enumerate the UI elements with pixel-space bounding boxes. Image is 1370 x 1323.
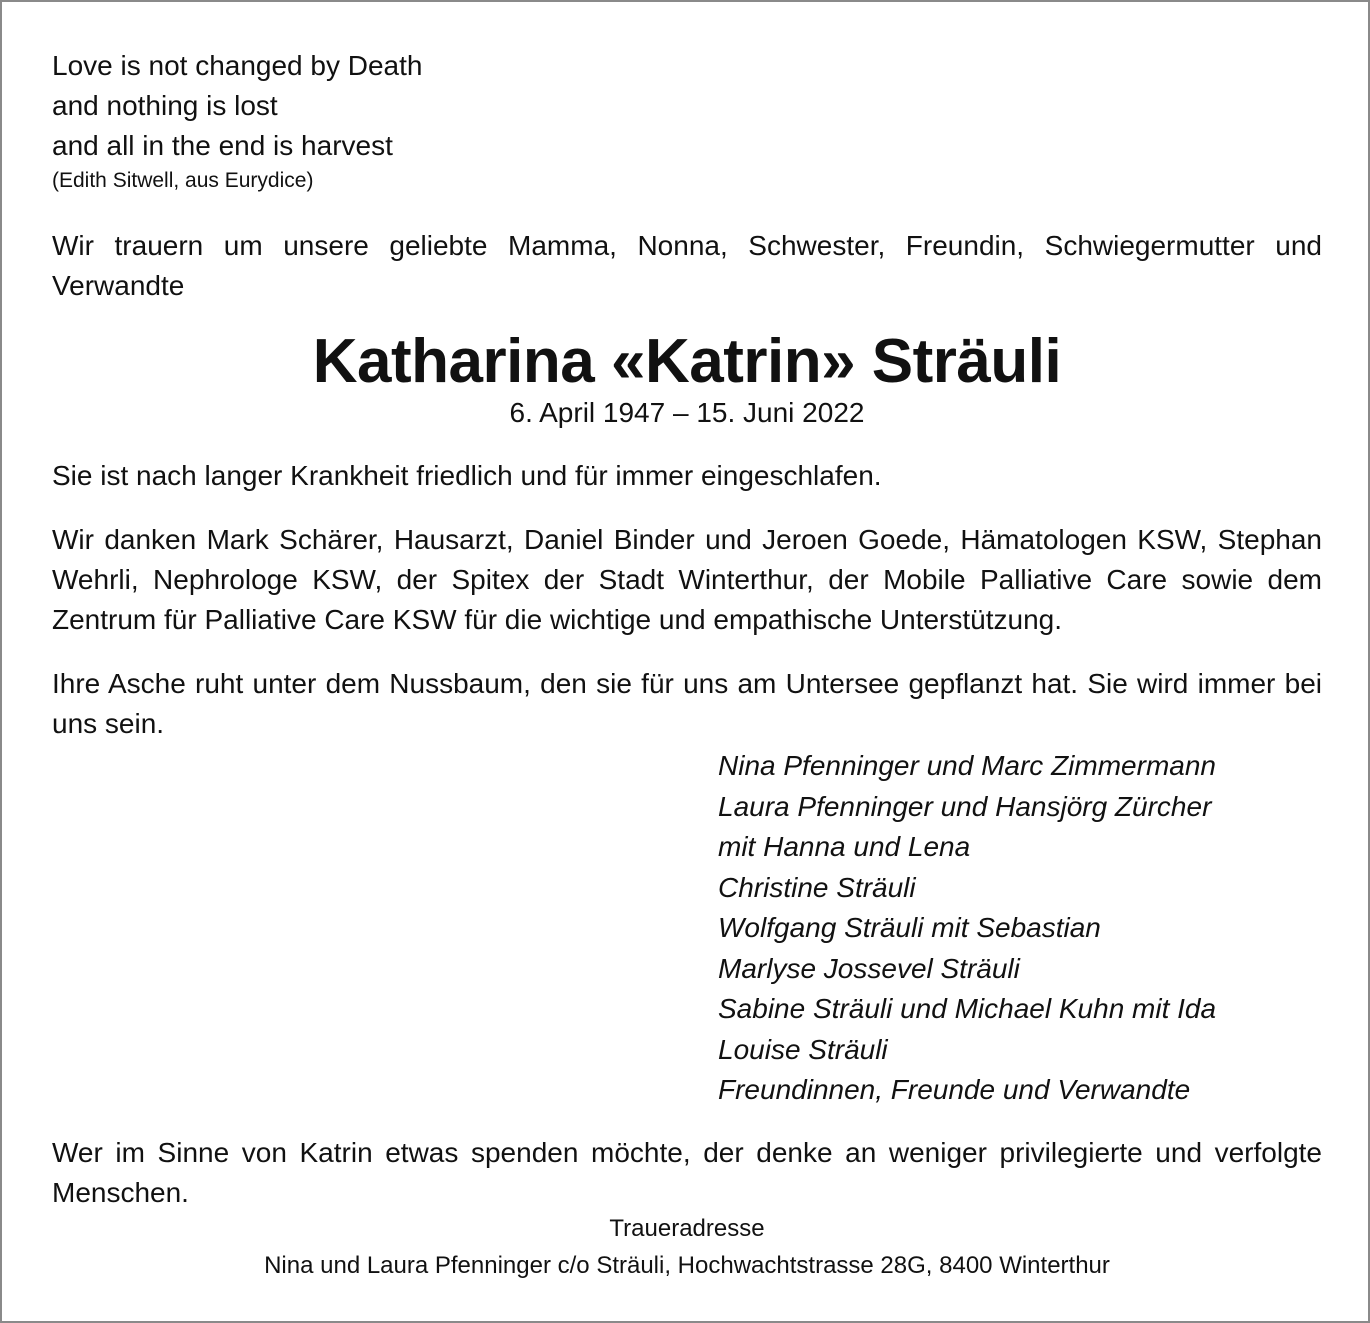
- quote-source: (Edith Sitwell, aus Eurydice): [52, 169, 314, 192]
- donation-paragraph: Wer im Sinne von Katrin etwas spenden möchte, der denke an weniger privilegierte und verfolgte Menschen.: [52, 1137, 1322, 1208]
- life-dates: 6. April 1947 – 15. Juni 2022: [509, 397, 865, 428]
- mourning-address: Nina und Laura Pfenninger c/o Sträuli, Hochwachtstrasse 28G, 8400 Winterthur: [264, 1252, 1110, 1279]
- address-label: Traueradresse: [609, 1215, 765, 1242]
- quote-line: and all in the end is harvest: [52, 130, 393, 161]
- quote-line: Love is not changed by Death: [52, 50, 423, 81]
- thanks-paragraph: Wir danken Mark Schärer, Hausarzt, Daniel Binder und Jeroen Goede, Hämatologen KSW, Stephan Wehrli, Nephrologe KSW, der Spitex der Stadt Winterthur, der Mobile Palliative Care sowie dem Zentrum für Palliative Care KSW für die wichtige und empathische Unterstützung.: [52, 524, 1322, 635]
- mourner-entry: Nina Pfenninger und Marc Zimmermann: [718, 750, 1216, 781]
- mourner-entry: Marlyse Jossevel Sträuli: [718, 952, 1020, 984]
- mourner-entry: mit Hanna und Lena: [718, 831, 971, 862]
- quote-line: and nothing is lost: [52, 90, 278, 121]
- mourner-entry: Christine Sträuli: [718, 871, 916, 903]
- ashes-paragraph: Ihre Asche ruht unter dem Nussbaum, den sie für uns am Untersee gepflanzt hat. Sie wird immer bei uns sein.: [52, 668, 1322, 739]
- mourner-entry: Wolfgang Sträuli mit Sebastian: [718, 912, 1101, 943]
- mourning-intro: Wir trauern um unsere geliebte Mamma, Nonna, Schwester, Freundin, Schwiegermutter und Verwandte: [52, 230, 1322, 301]
- mourner-entry: Sabine Sträuli und Michael Kuhn mit Ida: [718, 993, 1217, 1024]
- passing-paragraph: Sie ist nach langer Krankheit friedlich und für immer eingeschlafen.: [52, 460, 882, 491]
- opening-quote: [52, 46, 1322, 196]
- mourners-list: [718, 746, 1358, 1111]
- mourner-entry: Louise Sträuli: [718, 1033, 888, 1065]
- deceased-name: Katharina «Katrin» Sträuli: [312, 327, 1062, 396]
- mourner-entry: Freundinnen, Freunde und Verwandte: [718, 1074, 1191, 1105]
- mourner-entry: Laura Pfenninger und Hansjörg Zürcher: [718, 790, 1212, 822]
